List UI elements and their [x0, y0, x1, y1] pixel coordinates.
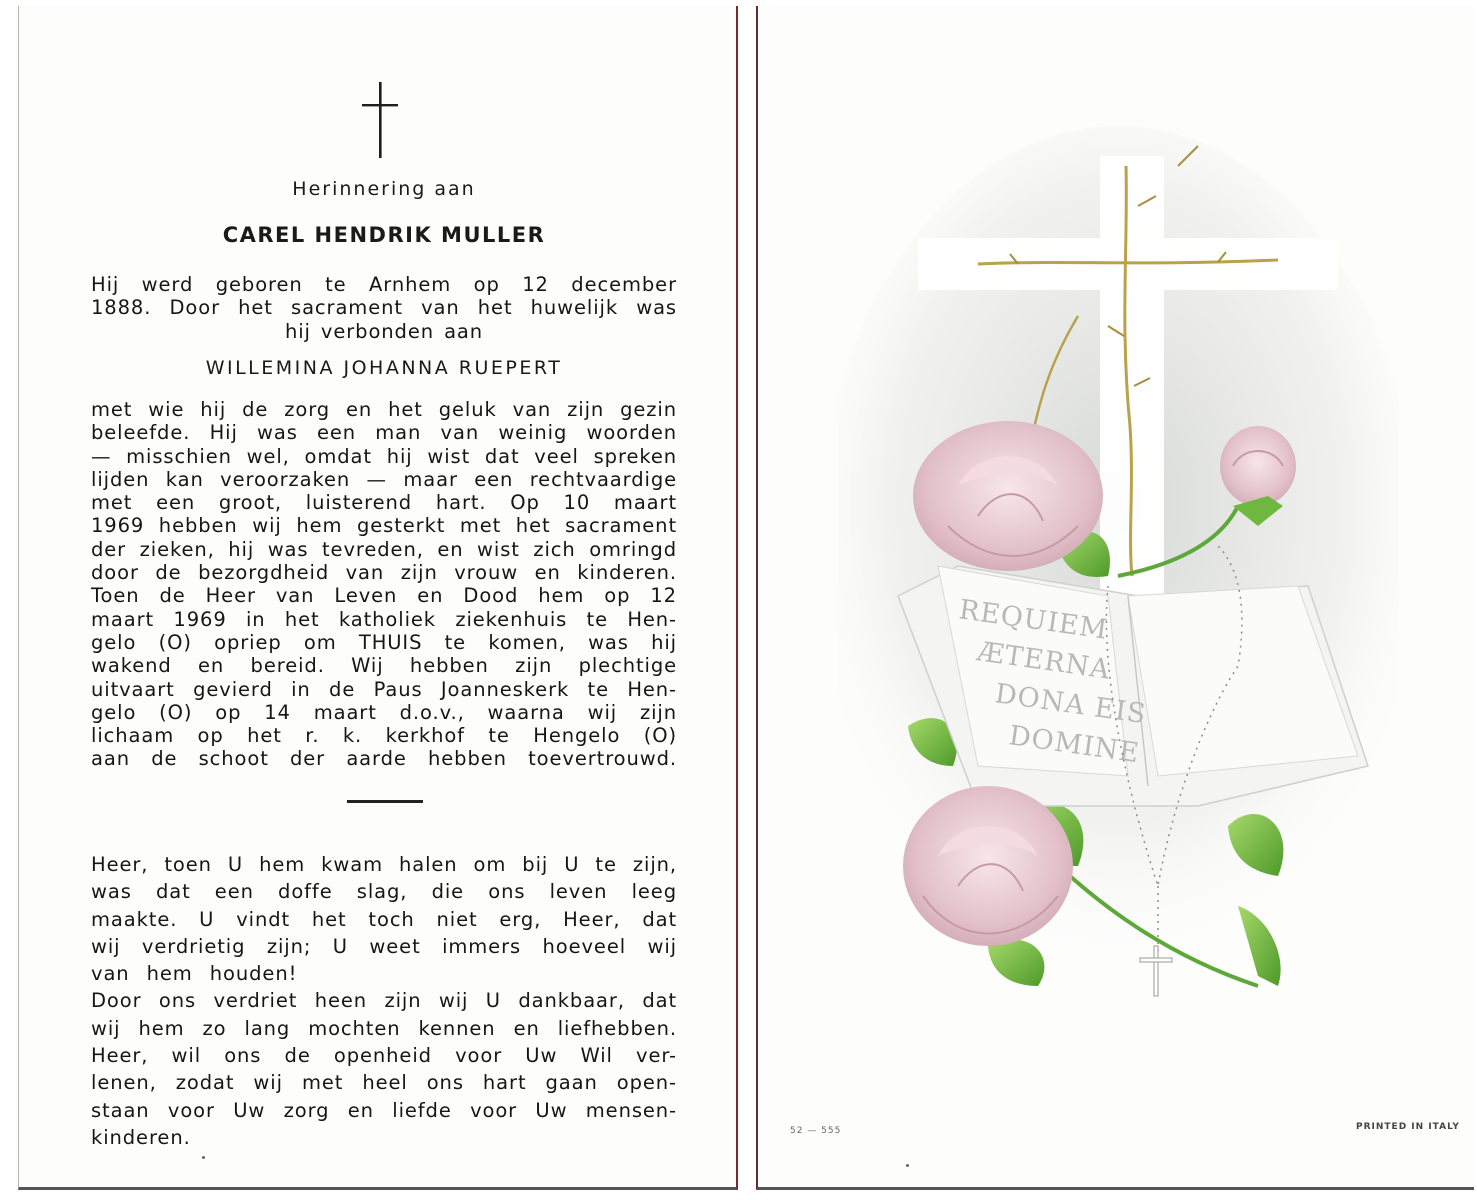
text-line: uitvaart gevierd in de Paus Joanneskerk te Hen-: [91, 677, 677, 701]
text-line: was dat een doffe slag, die ons leven leeg: [91, 880, 677, 904]
text-line: 1888. Door het sacrament van het huwelijk was: [91, 296, 677, 320]
text-line: Heer, wil ons de openheid voor Uw Wil ver-: [91, 1044, 677, 1068]
text-line: wij hem zo lang mochten kennen en liefhebben.: [91, 1016, 677, 1040]
text-line: — misschien wel, omdat hij wist dat veel spreken: [91, 444, 677, 468]
text-line: van hem houden!: [91, 962, 298, 986]
text-line: met een groot, luisterend hart. Op 10 maart: [91, 491, 677, 515]
spouse-name: WILLEMINA JOHANNA RUEPERT: [205, 357, 563, 379]
text-line: wij verdrietig zijn; U weet immers hoeveel wij: [91, 934, 677, 958]
birth-paragraph: [91, 273, 677, 343]
text-line: kinderen.: [91, 1125, 191, 1149]
text-line: Toen de Heer van Leven en Dood hem op 12: [91, 584, 677, 608]
text-line: door de bezorgdheid van zijn vrouw en kinderen.: [91, 561, 677, 585]
text-line: Door ons verdriet heen zijn wij U dankbaar, dat: [91, 989, 677, 1013]
remembrance-heading: Herinnering aan: [292, 178, 476, 200]
text-line: der zieken, hij was tevreden, en wist zich omringd: [91, 537, 677, 561]
memorial-card-text-side: [18, 6, 738, 1190]
text-line: beleefde. Hij was een man van weinig woorden: [91, 421, 677, 445]
text-line: hij verbonden aan: [284, 319, 484, 343]
cross-icon: [360, 82, 400, 160]
book-text-line: REQUIEM: [957, 594, 1110, 646]
text-line: lichaam op het r. k. kerkhof te Hengelo (O): [91, 724, 677, 748]
text-line: Heer, toen U hem kwam halen om bij U te zijn,: [91, 853, 677, 876]
section-divider: [347, 800, 423, 803]
deceased-name: CAREL HENDRIK MULLER: [222, 223, 546, 247]
rose-icon: [913, 421, 1103, 571]
book-text-line: DONA EIS: [993, 678, 1149, 731]
text-line: maakte. U vindt het toch niet erg, Heer, dat: [91, 907, 677, 931]
text-line: met wie hij de zorg en het geluk van zijn gezin: [91, 398, 677, 421]
text-line: aan de schoot der aarde hebben toevertrouwd.: [91, 747, 677, 771]
cross-roses-book-illustration: [838, 126, 1398, 1006]
text-line: gelo (O) op 14 maart d.o.v., waarna wij zijn: [91, 700, 677, 724]
text-line: 1969 hebben wij hem gesterkt met het sacrament: [91, 514, 677, 538]
text-line: lenen, zodat wij met heel ons hart gaan open-: [91, 1071, 677, 1095]
rose-icon: [903, 786, 1073, 946]
memorial-card-image-side: [756, 6, 1474, 1190]
text-line: gelo (O) opriep om THUIS te komen, was hij: [91, 630, 677, 654]
text-line: wakend en bereid. Wij hebben zijn plechtige: [91, 654, 677, 678]
print-code: 52 — 555: [790, 1126, 842, 1136]
biography-paragraph: [91, 398, 677, 771]
book-text-line: ÆTERNA: [975, 636, 1113, 686]
text-line: Hij werd geboren te Arnhem op 12 december: [91, 273, 677, 296]
text-line: maart 1969 in het katholiek ziekenhuis te Hen-: [91, 607, 677, 631]
book-text-line: DOMINE: [1007, 720, 1142, 770]
text-line: staan voor Uw zorg en liefde voor Uw mensen-: [91, 1098, 677, 1122]
print-speck: [906, 1164, 909, 1167]
text-line: lijden kan veroorzaken — maar een rechtvaardige: [91, 467, 677, 491]
printed-in-label: PRINTED IN ITALY: [1356, 1122, 1460, 1132]
prayer-paragraph: [91, 851, 677, 1151]
print-speck: [202, 1156, 205, 1159]
